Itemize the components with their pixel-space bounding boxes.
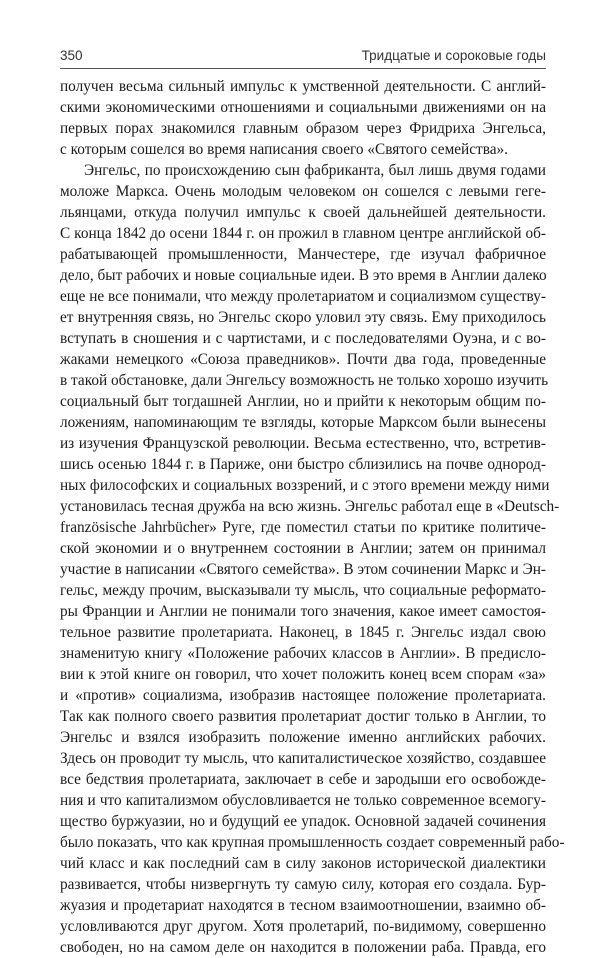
- text-line: рабатывающей промышленности, Манчестере, где изучал фабричное: [60, 246, 546, 263]
- text-line: скими экономическими отношениями и социальными движениями он на: [60, 99, 546, 116]
- text-line: льянцами, откуда получил импульс к своей дальнейшей деятельности.: [60, 204, 546, 221]
- text-line: вии к этой книге он говорил, что хочет положить конец всем спорам «за»: [60, 666, 546, 683]
- text-line: социальный быт тогдашней Англии, но и прийти к некоторым общим по-: [60, 393, 546, 410]
- text-line: свободен, но на самом деле он находится в положении раба. Правда, его: [60, 939, 546, 956]
- text-line: ры Франции и Англии не понимали того значения, какое имеет самостоя-: [60, 603, 546, 620]
- running-title: Тридцатые и сороковые годы: [361, 48, 546, 63]
- header-rule: [60, 68, 546, 69]
- text-line: было показать, что как крупная промышленность создает современный рабо-: [60, 834, 565, 851]
- text-line: ния и что капитализмом обусловливается не только современное всемогу-: [60, 792, 546, 809]
- text-line: Здесь он проводит ту мысль, что капиталистическое хозяйство, создавшее: [60, 750, 546, 767]
- paragraph-1: [60, 76, 546, 160]
- text-line: первых порах знакомился главным образом через Фридриха Энгельса,: [60, 120, 546, 137]
- text-line: ской экономии и о внутреннем состоянии в Англии; затем он принимал: [60, 540, 546, 557]
- text-line: Энгельс и взялся изобразить положение именно английских рабочих.: [60, 729, 546, 746]
- text-line: гельс, между прочим, высказывали ту мысль, что социальные реформато-: [60, 582, 546, 599]
- text-line: ных философских и социальных воззрений, и с этого времени между ними: [60, 477, 550, 494]
- text-line: все бедствия пролетариата, заключает в себе и зародыши его освобожде-: [60, 771, 546, 788]
- page-number: 350: [60, 48, 83, 63]
- body-text: [60, 76, 565, 958]
- text-line: жуазия и продетариат находятся в тесном взаимоотношении, взаимно об-: [60, 897, 546, 914]
- text-line: щество буржуазии, но и будущий ее упадок. Основной задачей сочинения: [60, 813, 546, 830]
- paragraph-2: [60, 160, 565, 958]
- text-line: и «против» социализма, изобразив настоящее положение пролетариата.: [60, 687, 546, 704]
- text-line: französische Jahrbücher» Руге, где поместил статьи по критике политиче-: [60, 519, 546, 536]
- text-line: участие в написании «Святого семейства». В этом сочинении Маркс и Эн-: [60, 561, 546, 578]
- text-line: установилась тесная дружба на всю жизнь. Энгельс работал еще в «Deutsch-: [60, 498, 560, 515]
- text-line: С конца 1842 до осени 1844 г. он прожил в главном центре английской об-: [60, 225, 546, 242]
- text-line: моложе Маркса. Очень молодым человеком он сошелся с левыми геге-: [60, 183, 546, 200]
- text-line: Так как полного своего развития пролетариат достиг только в Англии, то: [60, 708, 546, 725]
- text-line: вступать в сношения и с чартистами, и с последователями Оуэна, и с во-: [60, 330, 546, 347]
- text-line: тельное развитие пролетариата. Наконец, в 1845 г. Энгельс издал свою: [60, 624, 546, 641]
- text-line: Энгельс, по происхождению сын фабриканта, был лишь двумя годами: [84, 162, 546, 179]
- text-line: из изучения Французской революции. Весьма естественно, что, встретив-: [60, 435, 546, 452]
- text-line: с которым сошелся во время написания своего «Святого семейства».: [60, 141, 508, 158]
- text-line: в такой обстановке, дали Энгельсу возможность не только хорошо изучить: [60, 372, 549, 389]
- text-line: дело, быт рабочих и новые социальные идеи. В это время в Англии далеко: [60, 267, 547, 284]
- text-line: шись осенью 1844 г. в Париже, они быстро сблизились на почве однород-: [60, 456, 546, 473]
- text-line: чий класс и как последний сам в силу законов исторической диалектики: [60, 855, 546, 872]
- text-line: знаменитую книгу «Положение рабочих классов в Англии». В предисло-: [60, 645, 546, 662]
- text-line: развивается, чтобы низвергнуть ту самую силу, которая его создала. Бур-: [60, 876, 546, 893]
- text-line: получен весьма сильный импульс к умственной деятельности. С англий-: [60, 78, 546, 95]
- text-line: жаками немецкого «Союза праведников». Почти два года, проведенные: [60, 351, 546, 368]
- text-line: условливаются друг другом. Хотя пролетарий, по-видимому, совершенно: [60, 918, 546, 935]
- running-header: [60, 48, 546, 68]
- text-line: ет внутренняя связь, но Энгельс скоро уловил эту связь. Ему приходилось: [60, 309, 546, 326]
- text-line: ложениям, напоминающим те взгляды, которые Марксом были вынесены: [60, 414, 546, 431]
- text-line: еще не все понимали, что между пролетариатом и социализмом существу-: [60, 288, 546, 305]
